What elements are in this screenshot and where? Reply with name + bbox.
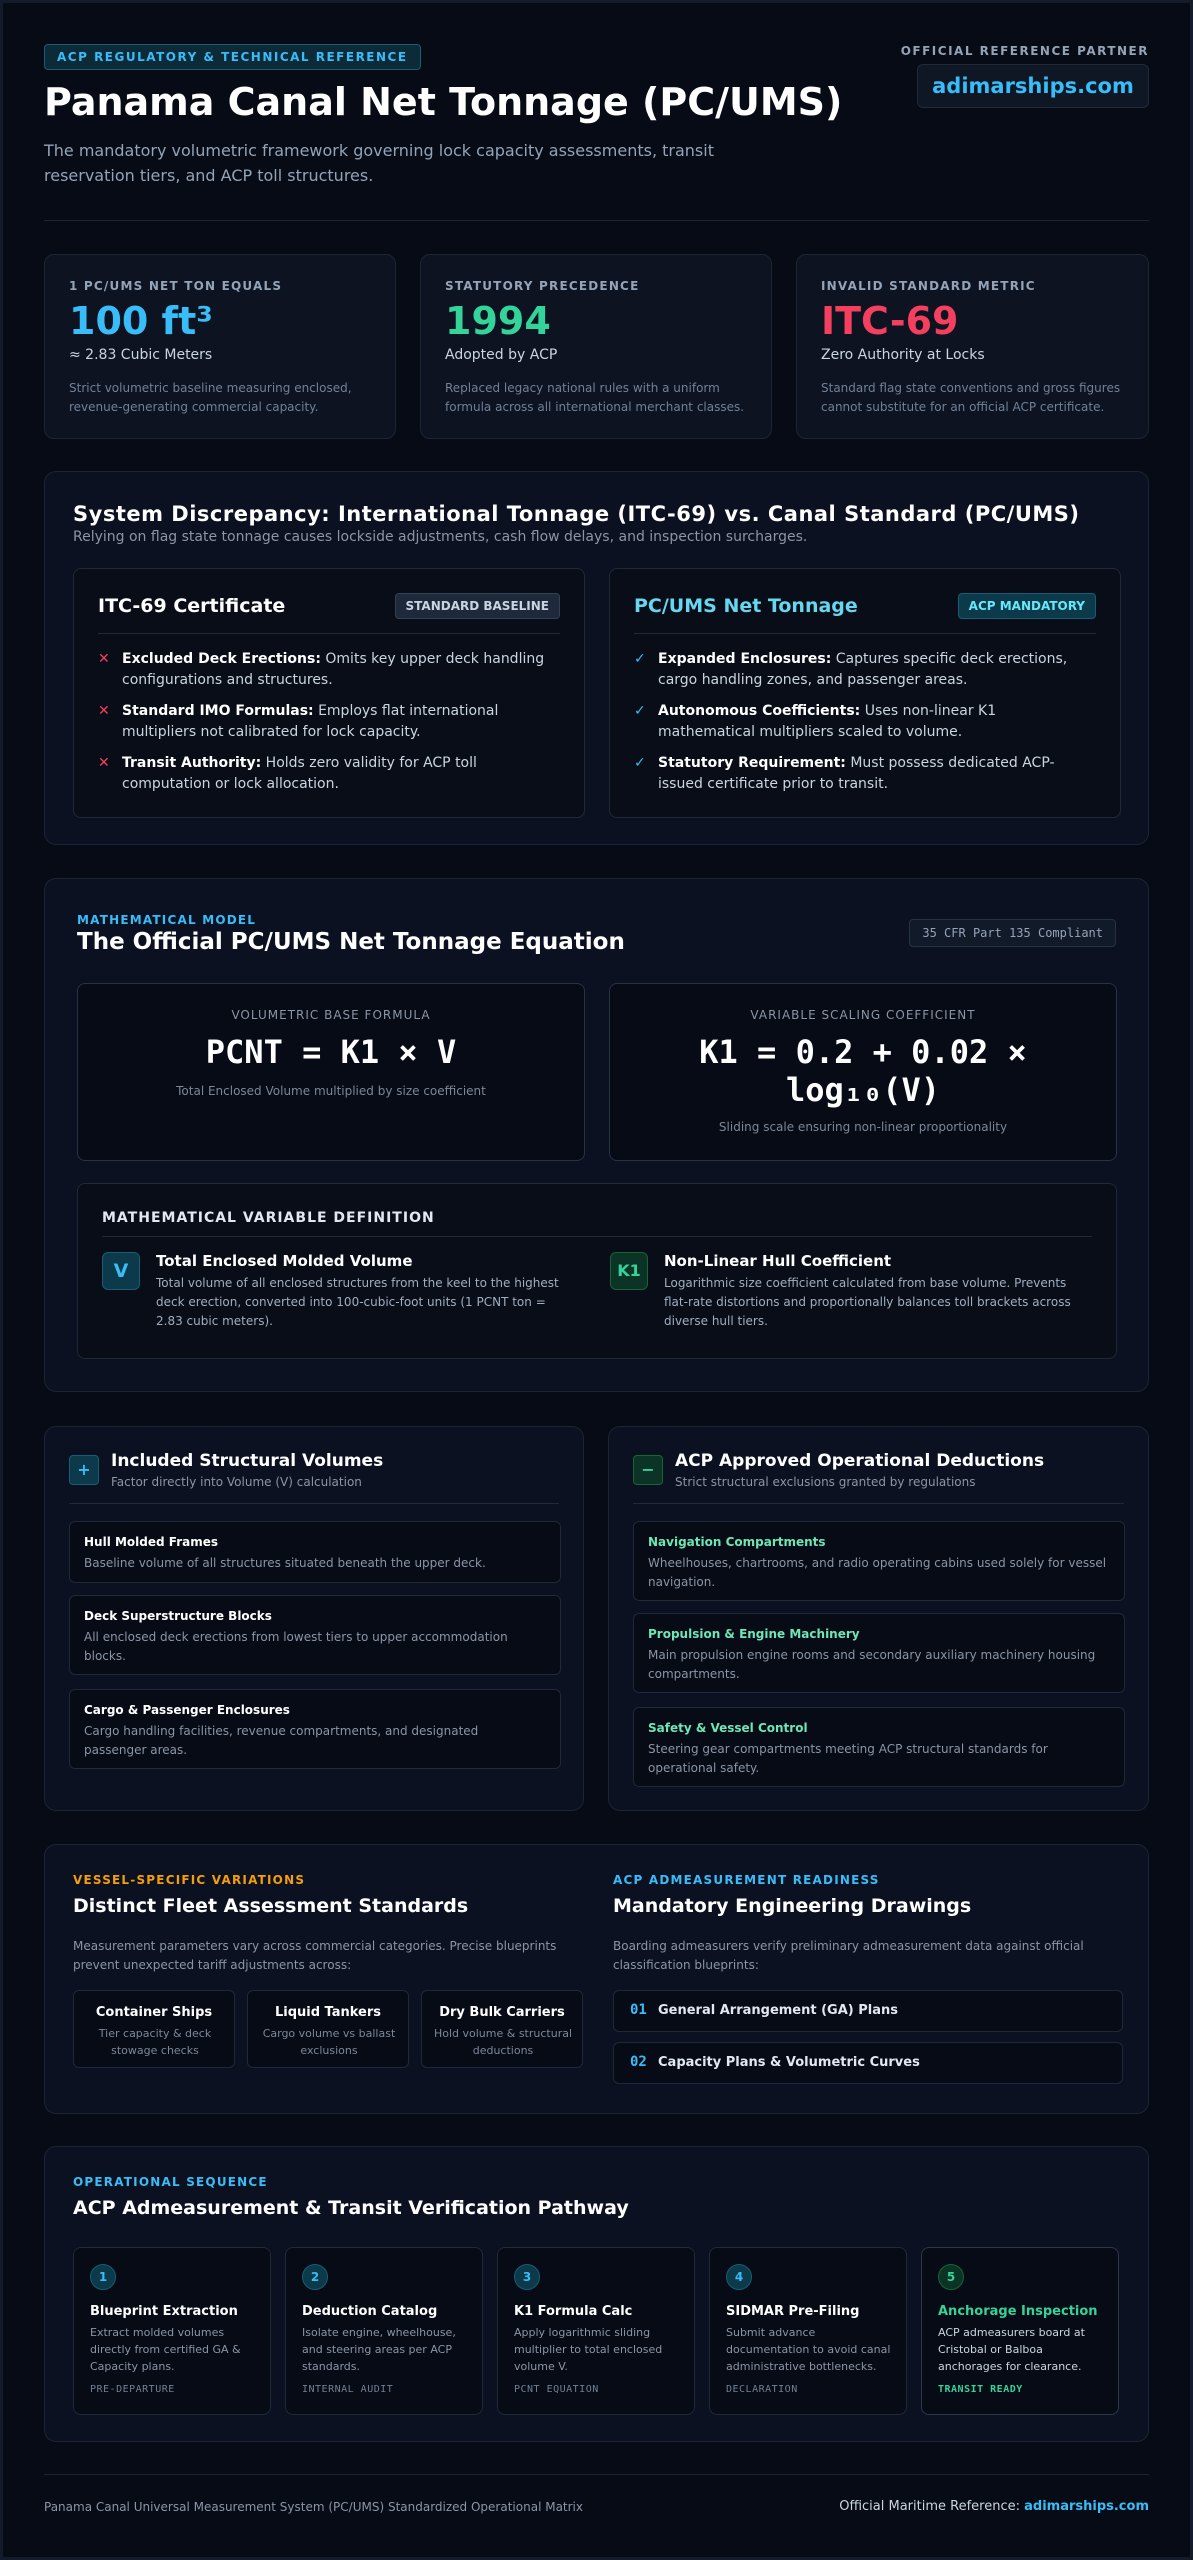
step-number: 5 bbox=[938, 2264, 964, 2290]
partner-link[interactable]: adimarships.com bbox=[917, 64, 1149, 108]
base-formula-note: Total Enclosed Volume multiplied by size coefficient bbox=[176, 1084, 486, 1098]
footer-divider bbox=[44, 2474, 1149, 2475]
step-desc: Apply logarithmic sliding multiplier to total enclosed volume V. bbox=[514, 2326, 663, 2373]
volume-item-desc: Baseline volume of all structures situated beneath the upper deck. bbox=[84, 1556, 486, 1570]
volume-item bbox=[69, 1521, 561, 1583]
itc-badge: STANDARD BASELINE bbox=[395, 593, 560, 619]
drawing-row bbox=[613, 1990, 1123, 2032]
drawing-number: 01 bbox=[630, 2002, 647, 2018]
drawing-title: Capacity Plans & Volumetric Curves bbox=[658, 2055, 920, 2070]
itc-card bbox=[73, 568, 585, 818]
pcums-item: ✓ Statutory Requirement: Must possess dedicated ACP-issued certificate prior to transit. bbox=[634, 755, 1055, 792]
plus-icon: + bbox=[69, 1455, 99, 1485]
fleet-card bbox=[421, 1990, 583, 2068]
base-formula-card bbox=[77, 983, 585, 1161]
stat-note: Standard flag state conventions and gross figures cannot substitute for an official ACP certificate. bbox=[821, 381, 1121, 414]
equation-kicker: MATHEMATICAL MODEL bbox=[77, 913, 257, 927]
step-desc: Isolate engine, wheelhouse, and steering areas per ACP standards. bbox=[302, 2326, 456, 2373]
divider bbox=[69, 1503, 559, 1504]
equation-section bbox=[44, 878, 1149, 1392]
step-number: 1 bbox=[90, 2264, 116, 2290]
variable-k1-title: Non-Linear Hull Coefficient bbox=[664, 1252, 892, 1270]
volume-item-title: Cargo & Passenger Enclosures bbox=[84, 1703, 290, 1717]
footer-reference: Official Maritime Reference: adimarships.com bbox=[839, 2499, 1149, 2514]
minus-icon: − bbox=[633, 1455, 663, 1485]
step-title: Anchorage Inspection bbox=[938, 2304, 1098, 2319]
pcums-card bbox=[609, 568, 1121, 818]
stat-note: Strict volumetric baseline measuring enclosed, revenue-generating commercial capacity. bbox=[69, 381, 352, 414]
pathway-step bbox=[497, 2247, 695, 2415]
footer-site-link[interactable]: adimarships.com bbox=[1024, 2499, 1149, 2514]
deduction-item-desc: Wheelhouses, chartrooms, and radio operating cabins used solely for vessel navigation. bbox=[648, 1556, 1107, 1589]
variable-definition-title: MATHEMATICAL VARIABLE DEFINITION bbox=[102, 1210, 435, 1226]
pathway-kicker: OPERATIONAL SEQUENCE bbox=[73, 2175, 268, 2189]
page-title: Panama Canal Net Tonnage (PC/UMS) bbox=[44, 80, 843, 124]
fleet-card-desc: Cargo volume vs ballast exclusions bbox=[262, 2027, 396, 2057]
regulatory-tag: ACP REGULATORY & TECHNICAL REFERENCE bbox=[44, 44, 421, 70]
volume-item bbox=[69, 1689, 561, 1769]
drawings-desc: Boarding admeasurers verify preliminary admeasurement data against official classification blueprints: bbox=[613, 1939, 1084, 1972]
partner-label: OFFICIAL REFERENCE PARTNER bbox=[900, 44, 1149, 58]
pcums-item: ✓ Expanded Enclosures: Captures specific deck erections, cargo handling zones, and passenger areas. bbox=[634, 651, 1068, 688]
stat-card-precedence bbox=[420, 254, 772, 439]
step-tag: TRANSIT READY bbox=[938, 2384, 1023, 2395]
deduction-item-desc: Main propulsion engine rooms and secondary auxiliary machinery housing compartments. bbox=[648, 1648, 1096, 1681]
step-title: SIDMAR Pre-Filing bbox=[726, 2304, 860, 2319]
stat-card-invalid-metric bbox=[796, 254, 1149, 439]
step-desc: Extract molded volumes directly from certified GA & Capacity plans. bbox=[90, 2326, 241, 2373]
base-formula: PCNT = K1 × V bbox=[205, 1033, 457, 1071]
fleet-title: Distinct Fleet Assessment Standards bbox=[73, 1895, 469, 1917]
stat-sub: Adopted by ACP bbox=[445, 347, 558, 363]
step-number: 2 bbox=[302, 2264, 328, 2290]
stat-value: 100 ft³ bbox=[69, 299, 213, 343]
step-tag: PCNT EQUATION bbox=[514, 2384, 599, 2395]
step-number: 3 bbox=[514, 2264, 540, 2290]
step-title: K1 Formula Calc bbox=[514, 2304, 633, 2319]
fleet-card bbox=[73, 1990, 235, 2068]
check-icon: ✓ bbox=[634, 703, 646, 719]
pathway-step bbox=[73, 2247, 271, 2415]
volume-item-desc: All enclosed deck erections from lowest tiers to upper accommodation blocks. bbox=[84, 1630, 508, 1663]
itc-item: ✕ Transit Authority: Holds zero validity for ACP toll computation or lock allocation. bbox=[98, 755, 477, 792]
volumes-subtitle: Factor directly into Volume (V) calculation bbox=[111, 1475, 362, 1489]
stat-note: Replaced legacy national rules with a uniform formula across all international merchant classes. bbox=[445, 381, 745, 414]
itc-item: ✕ Excluded Deck Erections: Omits key upper deck handling configurations and structures. bbox=[98, 651, 545, 688]
step-desc: ACP admeasurers board at Cristobal or Balboa anchorages for clearance. bbox=[938, 2326, 1085, 2373]
stat-sub: ≈ 2.83 Cubic Meters bbox=[69, 347, 213, 363]
volume-item bbox=[69, 1595, 561, 1675]
variable-k1-desc: Logarithmic size coefficient calculated from base volume. Prevents flat-rate distortions and proportionally balances toll brackets across diverse hull tiers. bbox=[664, 1276, 1071, 1328]
step-tag: PRE-DEPARTURE bbox=[90, 2384, 175, 2395]
pathway-steps bbox=[73, 2247, 1123, 2415]
variable-v-icon: V bbox=[102, 1252, 140, 1290]
volume-item-desc: Cargo handling facilities, revenue compartments, and designated passenger areas. bbox=[84, 1724, 479, 1757]
fleet-desc: Measurement parameters vary across commercial categories. Precise blueprints prevent unexpected tariff adjustments across: bbox=[73, 1939, 557, 1972]
itc-title: ITC-69 Certificate bbox=[98, 595, 286, 617]
divider bbox=[634, 633, 1096, 634]
deductions-section bbox=[608, 1426, 1149, 1811]
variable-v-title: Total Enclosed Molded Volume bbox=[156, 1252, 413, 1270]
drawings-list bbox=[613, 1990, 1123, 2084]
stat-card-net-ton bbox=[44, 254, 396, 439]
fleet-card-title: Liquid Tankers bbox=[274, 2005, 382, 2020]
step-title: Blueprint Extraction bbox=[90, 2304, 238, 2319]
deductions-subtitle: Strict structural exclusions granted by regulations bbox=[675, 1475, 976, 1489]
step-number: 4 bbox=[726, 2264, 752, 2290]
coefficient-note: Sliding scale ensuring non-linear proportionality bbox=[718, 1120, 1008, 1134]
pathway-step bbox=[285, 2247, 483, 2415]
pcums-badge: ACP MANDATORY bbox=[958, 593, 1096, 619]
footer-text: Panama Canal Universal Measurement System (PC/UMS) Standardized Operational Matrix bbox=[44, 2500, 583, 2514]
stat-sub: Zero Authority at Locks bbox=[821, 347, 985, 363]
check-icon: ✓ bbox=[634, 651, 646, 667]
volumes-title: Included Structural Volumes bbox=[111, 1451, 384, 1471]
coefficient-label: VARIABLE SCALING COEFFICIENT bbox=[750, 1008, 976, 1022]
drawings-title: Mandatory Engineering Drawings bbox=[613, 1895, 972, 1917]
variable-definition-card bbox=[77, 1183, 1117, 1359]
variable-k1-icon: K1 bbox=[610, 1252, 648, 1290]
fleet-drawings-section bbox=[44, 1844, 1149, 2114]
included-volumes-section bbox=[44, 1426, 584, 1811]
deduction-item-title: Navigation Compartments bbox=[648, 1535, 826, 1549]
stat-value: ITC-69 bbox=[821, 299, 959, 343]
equation-title: The Official PC/UMS Net Tonnage Equation bbox=[77, 929, 625, 955]
divider bbox=[633, 1503, 1124, 1504]
deduction-item-title: Safety & Vessel Control bbox=[648, 1721, 808, 1735]
fleet-card-title: Dry Bulk Carriers bbox=[439, 2005, 565, 2020]
coefficient-formula-line2: log₁₀(V) bbox=[785, 1071, 941, 1109]
fleet-card bbox=[247, 1990, 409, 2068]
fleet-card-title: Container Ships bbox=[95, 2005, 213, 2020]
check-icon: ✓ bbox=[634, 755, 646, 771]
deduction-item bbox=[633, 1613, 1125, 1693]
compliance-badge: 35 CFR Part 135 Compliant bbox=[909, 919, 1116, 947]
fleet-card-desc: Hold volume & structural deductions bbox=[433, 2027, 573, 2057]
drawing-row bbox=[613, 2042, 1123, 2084]
cross-icon: ✕ bbox=[98, 651, 110, 667]
coefficient-card bbox=[609, 983, 1117, 1161]
volume-item-title: Hull Molded Frames bbox=[84, 1535, 219, 1549]
stat-value: 1994 bbox=[445, 299, 551, 343]
discrepancy-title: System Discrepancy: International Tonnage (ITC-69) vs. Canal Standard (PC/UMS) bbox=[73, 502, 1080, 526]
deduction-item bbox=[633, 1707, 1125, 1787]
fleet-cards bbox=[73, 1990, 583, 2068]
pathway-section bbox=[44, 2146, 1149, 2442]
step-tag: DECLARATION bbox=[726, 2384, 798, 2395]
step-tag: INTERNAL AUDIT bbox=[302, 2384, 394, 2395]
pathway-step bbox=[709, 2247, 907, 2415]
itc-item: ✕ Standard IMO Formulas: Employs flat international multipliers not calibrated for lock capacity. bbox=[98, 703, 499, 740]
deductions-title: ACP Approved Operational Deductions bbox=[675, 1451, 1045, 1471]
deduction-item-title: Propulsion & Engine Machinery bbox=[648, 1627, 860, 1641]
deduction-item-desc: Steering gear compartments meeting ACP structural standards for operational safety. bbox=[648, 1742, 1048, 1775]
stat-label: INVALID STANDARD METRIC bbox=[821, 279, 1036, 293]
discrepancy-subtitle: Relying on flag state tonnage causes lockside adjustments, cash flow delays, and inspection surcharges. bbox=[73, 529, 808, 545]
pcums-item: ✓ Autonomous Coefficients: Uses non-linear K1 mathematical multipliers scaled to volume. bbox=[634, 703, 997, 740]
drawing-title: General Arrangement (GA) Plans bbox=[658, 2003, 899, 2018]
base-formula-label: VOLUMETRIC BASE FORMULA bbox=[231, 1008, 431, 1022]
divider bbox=[98, 633, 560, 634]
pcums-title: PC/UMS Net Tonnage bbox=[634, 595, 858, 617]
variable-v-desc: Total volume of all enclosed structures from the keel to the highest deck erection, converted into 100-cubic-foot units (1 PCNT ton = 2.83 cubic meters). bbox=[156, 1276, 559, 1328]
cross-icon: ✕ bbox=[98, 755, 110, 771]
coefficient-formula-line1: K1 = 0.2 + 0.02 × bbox=[699, 1033, 1027, 1071]
pathway-title: ACP Admeasurement & Transit Verification Pathway bbox=[73, 2197, 629, 2219]
fleet-kicker: VESSEL-SPECIFIC VARIATIONS bbox=[73, 1873, 306, 1887]
step-desc: Submit advance documentation to avoid canal administrative bottlenecks. bbox=[726, 2326, 891, 2373]
drawings-kicker: ACP ADMEASUREMENT READINESS bbox=[613, 1873, 880, 1887]
deduction-item bbox=[633, 1521, 1125, 1601]
fleet-card-desc: Tier capacity & deck stowage checks bbox=[98, 2027, 212, 2057]
page-subtitle: The mandatory volumetric framework governing lock capacity assessments, transit reservation tiers, and ACP toll structures. bbox=[44, 141, 714, 185]
pathway-step bbox=[921, 2247, 1119, 2415]
stat-label: 1 PC/UMS NET TON EQUALS bbox=[69, 279, 283, 293]
cross-icon: ✕ bbox=[98, 703, 110, 719]
header-divider bbox=[44, 220, 1149, 221]
divider bbox=[102, 1236, 1092, 1237]
discrepancy-section bbox=[44, 471, 1149, 845]
volume-item-title: Deck Superstructure Blocks bbox=[84, 1609, 272, 1623]
stat-label: STATUTORY PRECEDENCE bbox=[445, 279, 640, 293]
drawing-number: 02 bbox=[630, 2054, 647, 2070]
step-title: Deduction Catalog bbox=[302, 2304, 438, 2319]
